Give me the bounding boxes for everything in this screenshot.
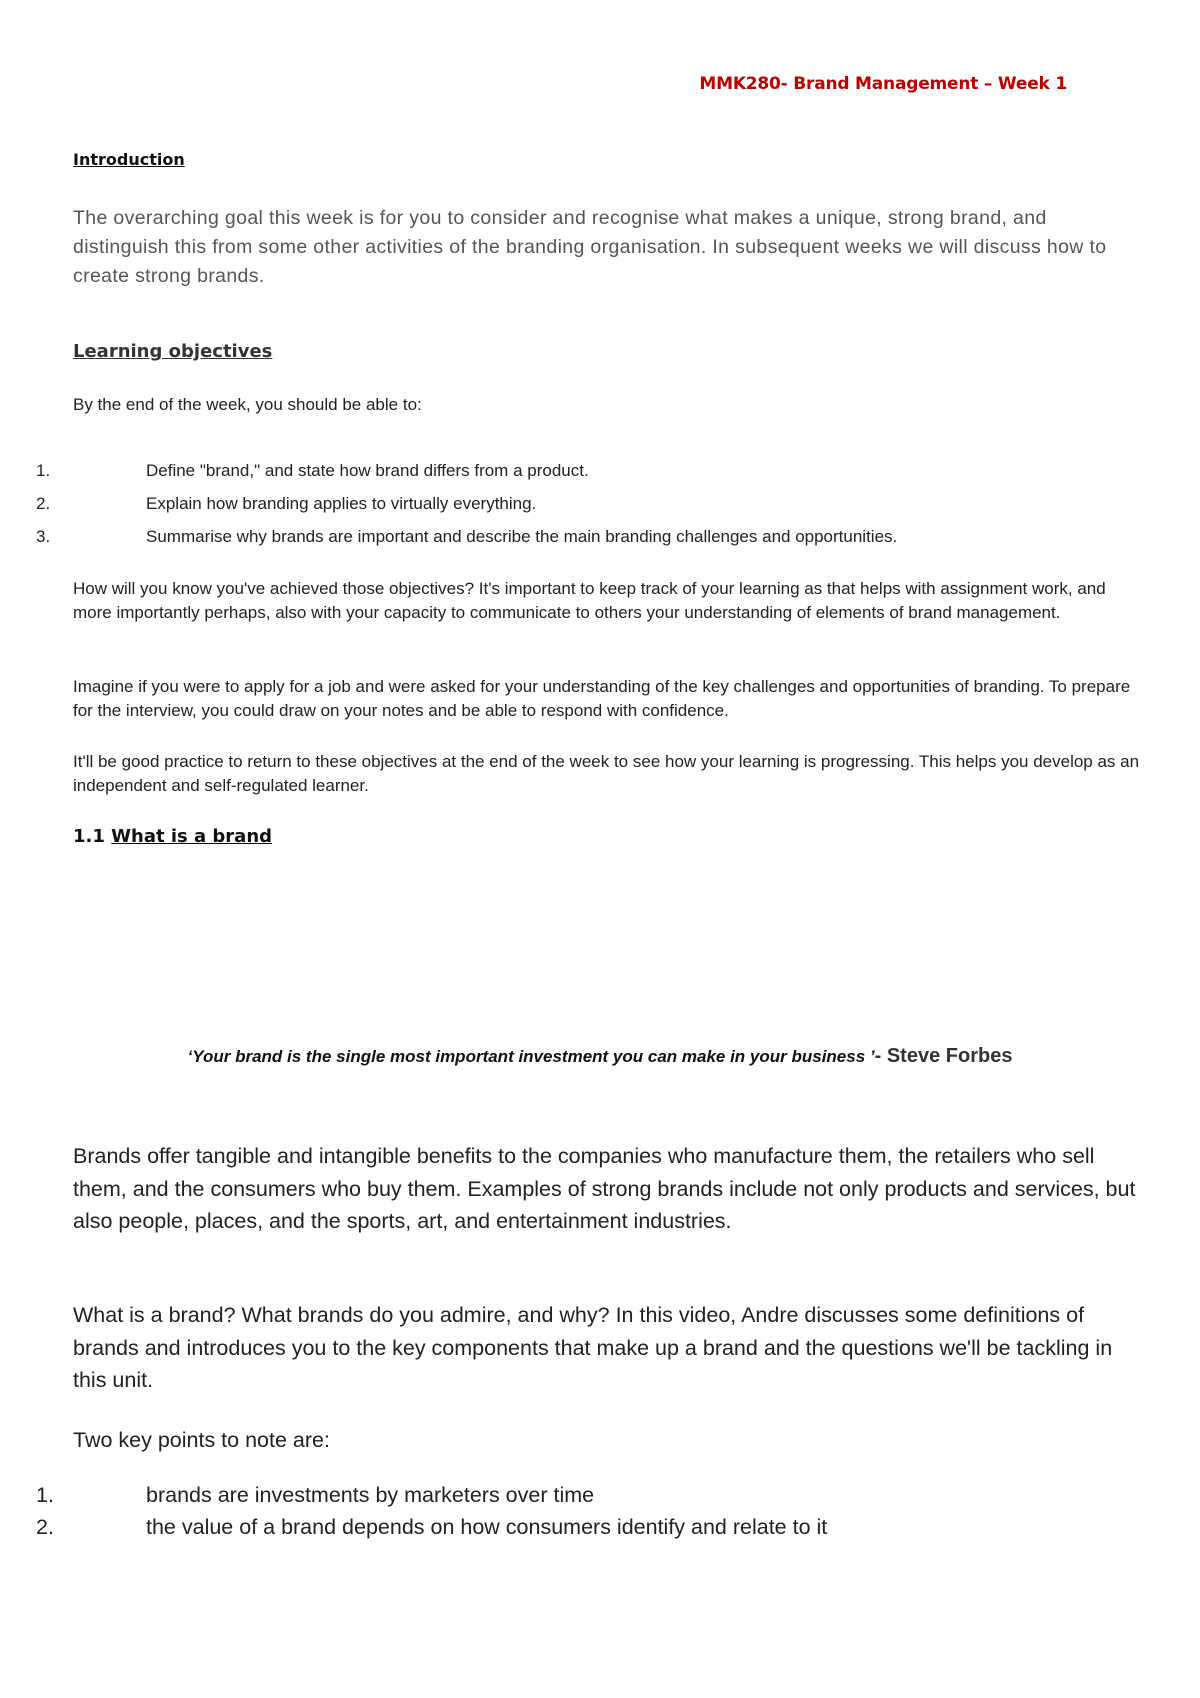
section-paragraph: Brands offer tangible and intangible benefits to the companies who manufacture them, the retailers who sell them, and the consumers who buy them. Examples of strong brands include not only products and services, but also people, places, and the sports, art, and entertainment industries. [73,1144,1136,1233]
list-item-text: Summarise why brands are important and describe the main branding challenges and opportunities. [146,527,898,546]
objectives-paragraph: It'll be good practice to return to these objectives at the end of the week to see how your learning is progressing. This helps you develop as an independent and self-regulated learner. [73,752,1140,795]
quote-author: - Steve Forbes [874,1045,1013,1067]
list-item-text: Define "brand," and state how brand differs from a product. [146,461,589,480]
learning-objectives-heading: Learning objectives [73,341,273,362]
list-item-text: the value of a brand depends on how consumers identify and relate to it [146,1515,828,1539]
section-paragraph: What is a brand? What brands do you admire, and why? In this video, Andre discusses some definitions of brands and introduces you to the key components that make up a brand and the questions we'll be tackling in this unit. [73,1303,1113,1392]
list-item-number: 2. [36,494,51,513]
course-header: MMK280- Brand Management – Week 1 [699,74,1067,94]
objectives-paragraph: How will you know you've achieved those objectives? It's important to keep track of your learning as that helps with assignment work, and more importantly perhaps, also with your capacity to communicate to others your understanding of elements of brand management. [73,579,1106,622]
objectives-lead: By the end of the week, you should be able to: [73,395,422,414]
section-number: 1.1 [73,826,105,847]
section-title: What is a brand [111,826,273,847]
objectives-paragraph: Imagine if you were to apply for a job and were asked for your understanding of the key challenges and opportunities of branding. To prepare for the interview, you could draw on your notes and be able to respond with confidence. [73,677,1131,720]
section-heading [73,826,272,847]
section-paragraph: Two key points to note are: [73,1428,330,1452]
introduction-heading: Introduction [73,150,185,169]
list-item-text: Explain how branding applies to virtually everything. [146,494,537,513]
quote-text: ‘Your brand is the single most important investment you can make in your business ’ [187,1047,875,1066]
list-item-number: 1. [36,1483,54,1507]
list-item-number: 1. [36,461,51,480]
list-item-number: 2. [36,1515,54,1539]
quote [0,1045,1200,1068]
list-item-text: brands are investments by marketers over time [146,1483,595,1507]
list-item-number: 3. [36,527,51,546]
introduction-body: The overarching goal this week is for you to consider and recognise what makes a unique, strong brand, and distinguish this from some other activities of the branding organisation. In subsequent weeks we will discuss how to create strong brands. [73,207,1107,287]
